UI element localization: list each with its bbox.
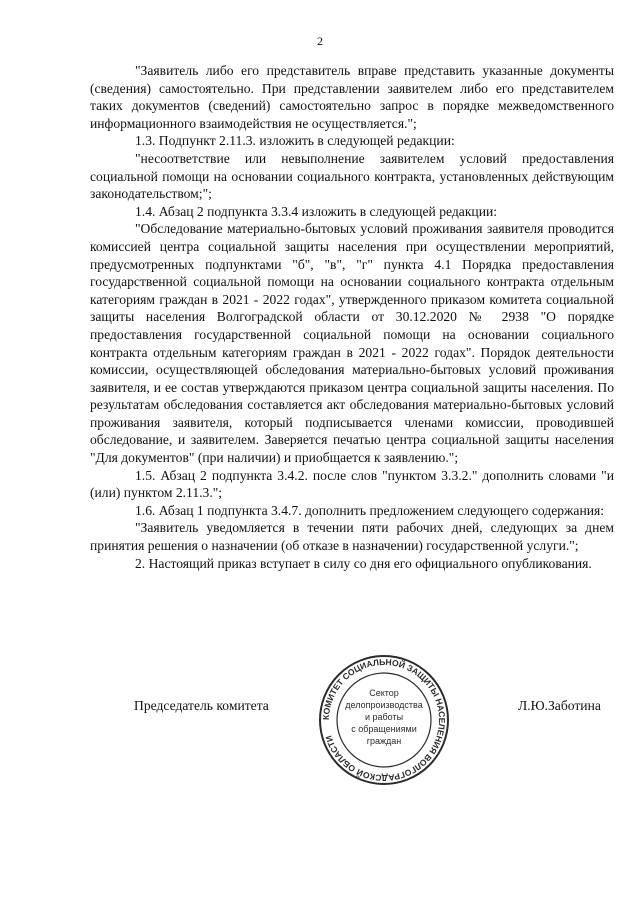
paragraph-5: "Обследование материально-бытовых условий проживания заявителя проводится комиссией центра социальной защиты населения при осуществлении мероприятий, предусмотренных подпунктами "б", "в", "г" пункта 4.1 Порядка предоставления государственной социальной помощи на основании социального контракта отдельным категориям граждан в 2021 - 2022 годах", утвержденного приказом комитета социальной защиты населения Волгоградской области от 30.12.2020 № 2938 "О порядке предоставления государственной социальной помощи на основании социального контракта отдельным категориям граждан в 2021 - 2022 годах". Порядок деятельности комиссии, осуществляющей обследования материально-бытовых условий проживания заявителя, и ее состав утверждаются приказом центра социальной защиты населения. По результатам обследования составляется акт обследования материально-бытовых условий проживания заявителя, который подписывается членами комиссии, проводившей обследование, и заявителем. Заверяется печатью центра социальной защиты населения "Для документов" (при наличии) и приобщается к заявлению."; bbox=[90, 221, 614, 466]
stamp-line-1: Сектор bbox=[369, 688, 399, 698]
paragraph-6: 1.5. Абзац 2 подпункта 3.4.2. после слов "пунктом 3.3.2." дополнить словами "и (или) пунктом 2.11.3."; bbox=[90, 467, 614, 501]
paragraph-1: "Заявитель либо его представитель вправе представить указанные документы (сведения) самостоятельно. При представлении заявителем либо его представителем таких документов (сведений) самостоятельно запрос в порядке межведомственного информационного взаимодействия не осуществляется."; bbox=[90, 63, 614, 131]
signatory-name: Л.Ю.Заботина bbox=[518, 698, 601, 713]
stamp-line-5: граждан bbox=[366, 736, 402, 746]
stamp-line-3: и работы bbox=[364, 712, 404, 722]
document-body bbox=[90, 62, 614, 572]
paragraph-9: 2. Настоящий приказ вступает в силу со дня его официального опубликования. bbox=[135, 555, 592, 571]
stamp-line-2: делопроизводства bbox=[345, 700, 423, 710]
paragraph-7: 1.6. Абзац 1 подпункта 3.4.7. дополнить предложением следующего содержания: bbox=[135, 502, 605, 518]
page-number: 2 bbox=[317, 34, 323, 48]
paragraph-2: 1.3. Подпункт 2.11.3. изложить в следующей редакции: bbox=[135, 133, 455, 149]
paragraph-8: "Заявитель уведомляется в течении пяти рабочих дней, следующих за днем принятия решения о назначении (об отказе в назначении) государственной услуги."; bbox=[90, 520, 614, 554]
official-stamp bbox=[316, 652, 452, 788]
paragraph-3: "несоответствие или невыполнение заявителем условий предоставления социальной помощи на основании социального контракта, установленных действующим законодательством;"; bbox=[90, 150, 614, 202]
paragraph-4: 1.4. Абзац 2 подпункта 3.3.4 изложить в следующей редакции: bbox=[135, 203, 498, 219]
signatory-title: Председатель комитета bbox=[134, 698, 269, 713]
stamp-ring-text: КОМИТЕТ СОЦИАЛЬНОЙ ЗАЩИТЫ НАСЕЛЕНИЯ ВОЛГОГРАДСКОЙ ОБЛАСТИ bbox=[320, 656, 448, 784]
stamp-line-4: с обращениями bbox=[351, 724, 417, 734]
